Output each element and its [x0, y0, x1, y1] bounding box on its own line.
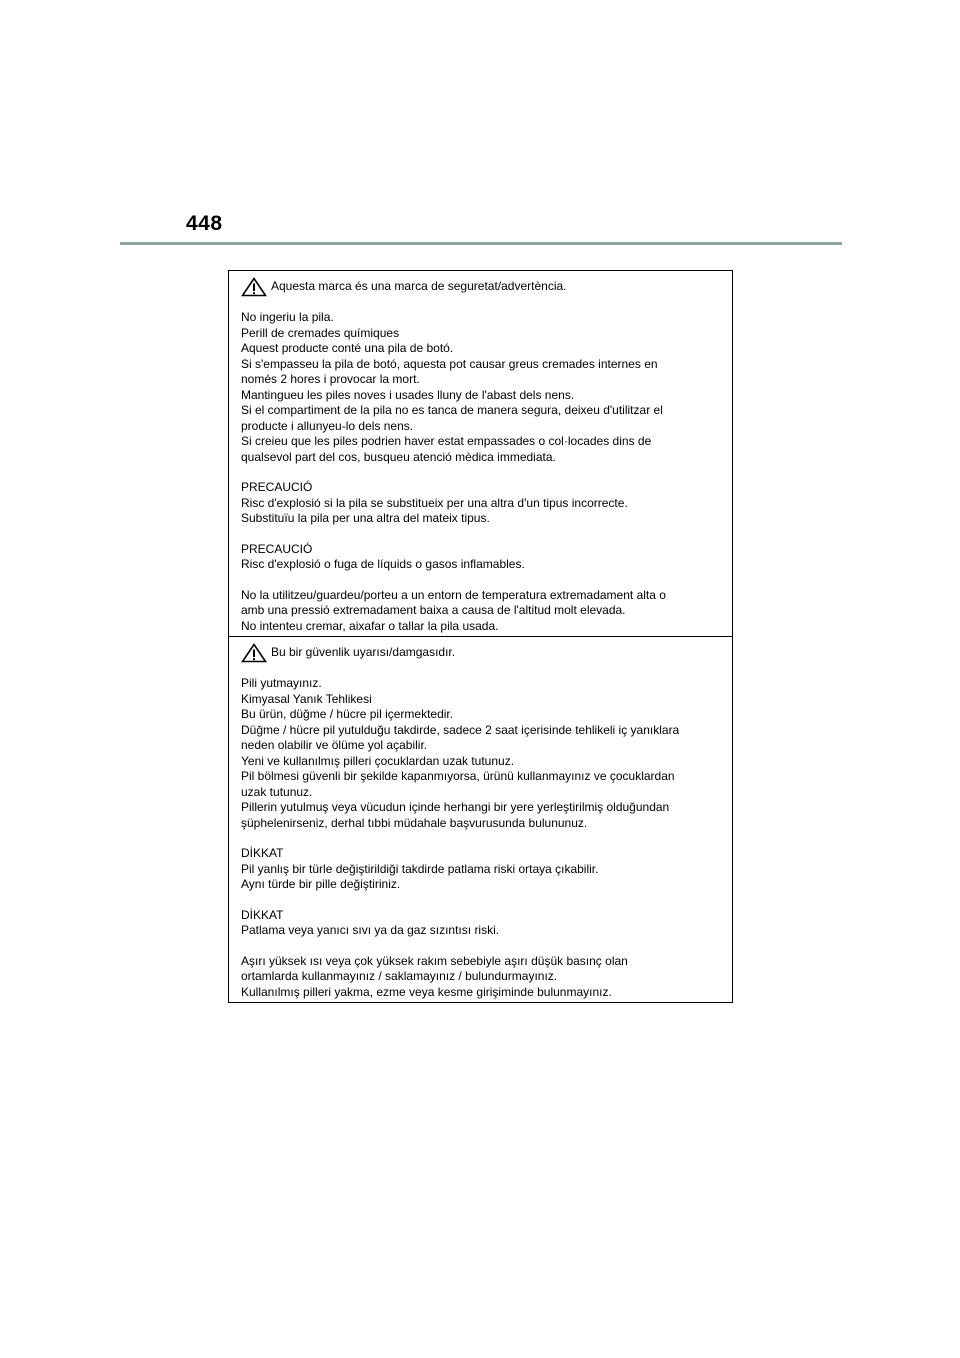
text-line: No la utilitzeu/guardeu/porteu a un entorn de temperatura extremadament alta o — [241, 587, 666, 602]
warning-paragraph — [241, 908, 720, 939]
text-line: neden olabilir ve ölüme yol açabilir. — [241, 738, 428, 752]
text-line: Pil bölmesi güvenli bir şekilde kapanmıyorsa, ürünü kullanmayınız ve çocuklardan — [241, 769, 675, 783]
text-line: No ingeriu la pila. — [241, 310, 334, 324]
text-line: Bu ürün, düğme / hücre pil içermektedir. — [241, 707, 454, 721]
battery-warning-box — [228, 270, 733, 1003]
text-line: Si el compartiment de la pila no es tanca de manera segura, deixeu d'utilitzar el — [241, 403, 663, 417]
text-line: Si creieu que les piles podrien haver estat empassades o col·locades dins de — [241, 434, 652, 448]
warning-paragraph — [241, 310, 720, 465]
warning-paragraph — [241, 954, 720, 1001]
warning-triangle-icon — [241, 643, 267, 663]
text-line: PRECAUCIÓ — [241, 480, 313, 494]
text-line: Pil yanlış bir türle değiştirildiği takdirde patlama riski ortaya çıkabilir. — [241, 861, 599, 876]
warning-section-ca — [229, 271, 732, 637]
text-line: qualsevol part del cos, busqueu atenció mèdica immediata. — [241, 449, 556, 464]
warning-triangle-icon — [241, 277, 267, 297]
text-line: DİKKAT — [241, 846, 284, 860]
text-line: uzak tutunuz. — [241, 784, 313, 799]
warning-section-tr — [229, 637, 732, 1002]
text-line: Pillerin yutulmuş veya vücudun içinde herhangi bir yere yerleştirilmiş olduğundan — [241, 800, 670, 814]
warning-paragraph — [241, 846, 720, 893]
text-line: Pili yutmayınız. — [241, 676, 322, 690]
text-line: No intenteu cremar, aixafar o tallar la pila usada. — [241, 618, 499, 633]
text-line: Risc d'explosió o fuga de líquids o gasos inflamables. — [241, 557, 525, 571]
warning-paragraph — [241, 480, 720, 527]
warning-header — [241, 277, 720, 297]
text-line: Substituïu la pila per una altra del mateix tipus. — [241, 511, 490, 525]
text-line: Kimyasal Yanık Tehlikesi — [241, 691, 372, 706]
text-line: Aynı türde bir pille değiştiriniz. — [241, 877, 401, 891]
text-line: DİKKAT — [241, 907, 284, 922]
text-line: şüphelenirseniz, derhal tıbbi müdahale başvurusunda bulununuz. — [241, 815, 588, 830]
text-line: només 2 hores i provocar la mort. — [241, 372, 420, 386]
text-line: amb una pressió extremadament baixa a causa de l'altitud molt elevada. — [241, 603, 626, 617]
text-line: Patlama veya yanıcı sıvı ya da gaz sızıntısı riski. — [241, 923, 500, 937]
warning-paragraph — [241, 676, 720, 831]
text-line: Düğme / hücre pil yutulduğu takdirde, sadece 2 saat içerisinde tehlikeli iç yanıklara — [241, 722, 680, 737]
text-line: ortamlarda kullanmayınız / saklamayınız / bulundurmayınız. — [241, 969, 558, 983]
warning-paragraph — [241, 542, 720, 573]
text-line: Risc d'explosió si la pila se substitueix per una altra d'un tipus incorrecte. — [241, 495, 628, 510]
header-rule — [120, 242, 842, 245]
text-line: Perill de cremades químiques — [241, 325, 400, 340]
text-line: Aquest producte conté una pila de botó. — [241, 341, 454, 355]
text-line: Si s'empasseu la pila de botó, aquesta pot causar greus cremades internes en — [241, 356, 658, 371]
warning-header-text: Bu bir güvenlik uyarısı/damgasıdır. — [271, 645, 456, 660]
warning-header-text: Aquesta marca és una marca de seguretat/advertència. — [271, 279, 567, 294]
text-line: Mantingueu les piles noves i usades lluny de l'abast dels nens. — [241, 387, 575, 402]
warning-paragraph — [241, 588, 720, 635]
text-line: producte i allunyeu-lo dels nens. — [241, 418, 414, 433]
page-number: 448 — [186, 212, 223, 235]
text-line: Yeni ve kullanılmış pilleri çocuklardan uzak tutunuz. — [241, 753, 515, 768]
text-line: Aşırı yüksek ısı veya çok yüksek rakım sebebiyle aşırı düşük basınç olan — [241, 953, 628, 968]
text-line: PRECAUCIÓ — [241, 541, 313, 556]
text-line: Kullanılmış pilleri yakma, ezme veya kesme girişiminde bulunmayınız. — [241, 984, 612, 999]
warning-header — [241, 643, 720, 663]
